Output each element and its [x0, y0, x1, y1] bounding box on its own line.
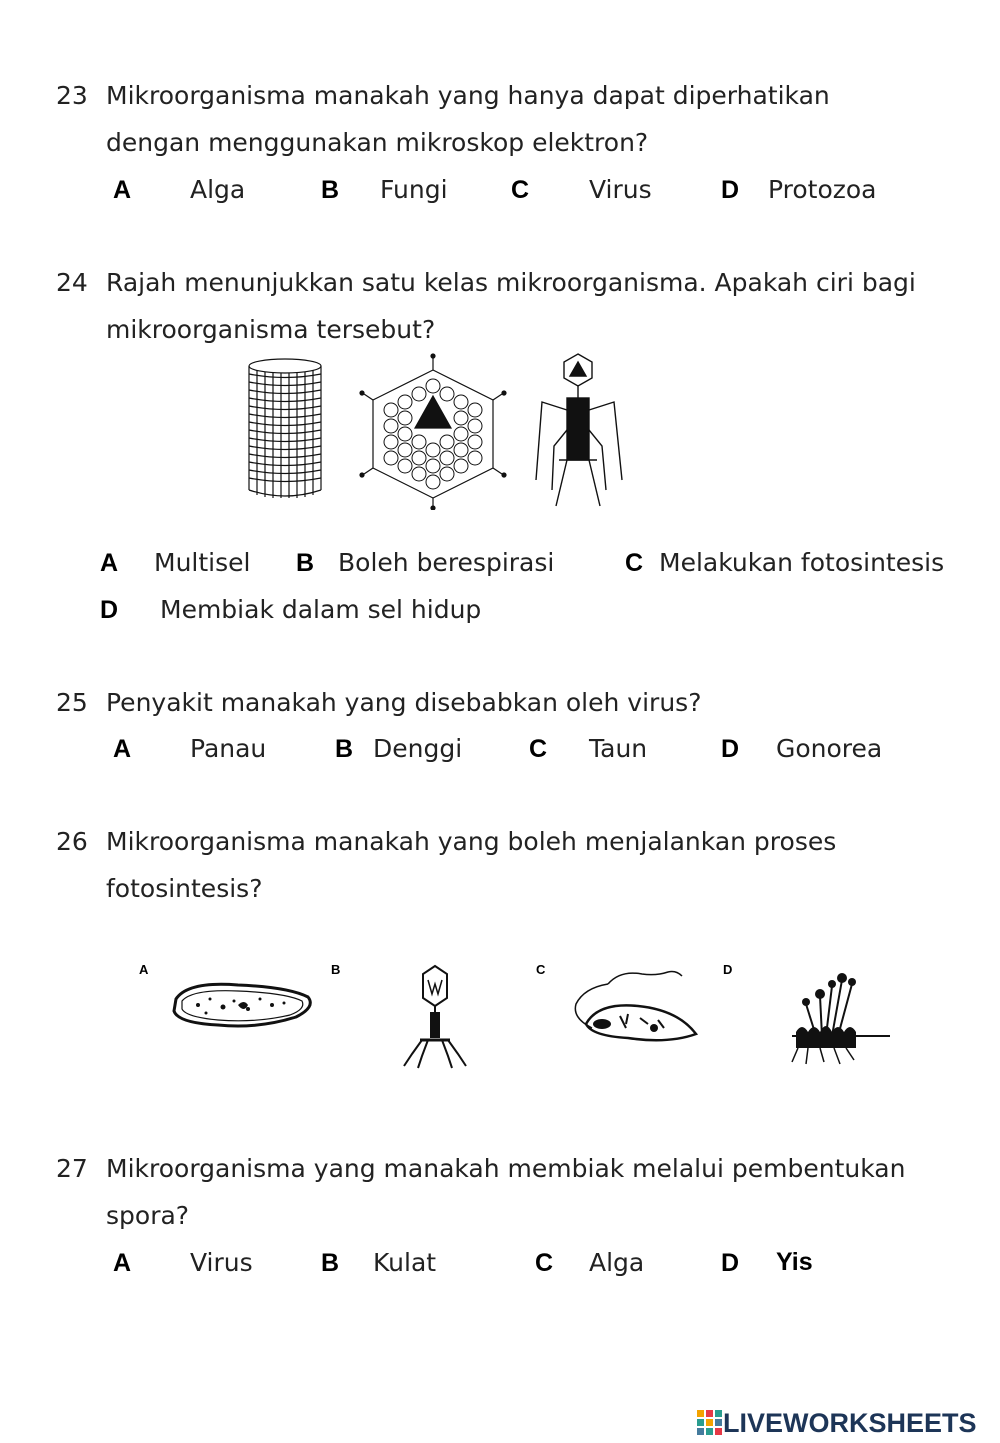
question-number: 23: [56, 81, 88, 110]
option-letter: A: [113, 176, 132, 204]
question-text-line: mikroorganisma tersebut?: [106, 315, 436, 344]
helical-virus-figure: [249, 359, 321, 498]
option-d[interactable]: [721, 734, 739, 764]
image-label-b[interactable]: B: [331, 962, 341, 977]
virus-illustrations: [240, 350, 640, 510]
option-letter: C: [511, 176, 530, 204]
option-b-text: Fungi: [380, 175, 448, 204]
option-a-text: Panau: [190, 734, 267, 763]
option-letter: A: [113, 1249, 132, 1277]
option-a[interactable]: [100, 548, 118, 578]
option-a[interactable]: [113, 175, 131, 205]
question-number: 27: [56, 1154, 88, 1183]
option-letter: D: [721, 735, 740, 763]
option-d-text: Gonorea: [776, 734, 883, 763]
liveworksheets-mark-icon: [697, 1410, 723, 1436]
liveworksheets-logo: [697, 1408, 977, 1438]
question-text-line: spora?: [106, 1201, 190, 1230]
option-d[interactable]: [721, 175, 739, 205]
option-letter: D: [721, 176, 740, 204]
image-label-a[interactable]: A: [139, 962, 149, 977]
option-c-text: Alga: [589, 1248, 645, 1277]
option-d-text: Yis: [776, 1248, 813, 1276]
option-b-text: Kulat: [373, 1248, 437, 1277]
option-d-text: Membiak dalam sel hidup: [160, 595, 482, 624]
bacteriophage-small-figure[interactable]: [400, 962, 470, 1072]
option-b[interactable]: [321, 1248, 339, 1278]
option-c-text: Taun: [589, 734, 648, 763]
paramecium-figure[interactable]: [168, 975, 318, 1035]
option-a[interactable]: [113, 734, 131, 764]
question-text-line: Penyakit manakah yang disebabkan oleh virus?: [106, 688, 702, 717]
option-c-text: Virus: [589, 175, 652, 204]
option-b[interactable]: [296, 548, 314, 578]
question-number: 24: [56, 268, 88, 297]
option-a-text: Alga: [190, 175, 246, 204]
option-b-text: Boleh berespirasi: [338, 548, 555, 577]
option-c-text: Melakukan fotosintesis: [659, 548, 945, 577]
option-letter: A: [100, 549, 119, 577]
option-letter: B: [335, 735, 354, 763]
question-number: 25: [56, 688, 88, 717]
option-letter: A: [113, 735, 132, 763]
option-c[interactable]: [625, 548, 643, 578]
question-text-line: dengan menggunakan mikroskop elektron?: [106, 128, 649, 157]
option-letter: D: [721, 1249, 740, 1277]
option-c[interactable]: [529, 734, 547, 764]
question-text-line: Mikroorganisma manakah yang hanya dapat diperhatikan: [106, 81, 830, 110]
option-letter: C: [529, 735, 548, 763]
option-letter: B: [296, 549, 315, 577]
option-letter: B: [321, 1249, 340, 1277]
option-letter: C: [625, 549, 644, 577]
option-a-text: Multisel: [154, 548, 251, 577]
fungus-figure[interactable]: [782, 966, 892, 1066]
option-d[interactable]: [721, 1248, 739, 1278]
option-a[interactable]: [113, 1248, 131, 1278]
icosahedral-virus-figure: [360, 354, 506, 510]
bacteriophage-figure: [536, 354, 622, 506]
option-letter: B: [321, 176, 340, 204]
option-letter: C: [535, 1249, 554, 1277]
question-text-line: fotosintesis?: [106, 874, 263, 903]
option-c[interactable]: [511, 175, 529, 205]
option-d-text: Protozoa: [768, 175, 877, 204]
option-letter: D: [100, 596, 119, 624]
question-text-line: Mikroorganisma manakah yang boleh menjalankan proses: [106, 827, 837, 856]
question-text-line: Rajah menunjukkan satu kelas mikroorganisma. Apakah ciri bagi: [106, 268, 916, 297]
option-a-text: Virus: [190, 1248, 253, 1277]
question-number: 26: [56, 827, 88, 856]
question-text-line: Mikroorganisma yang manakah membiak melalui pembentukan: [106, 1154, 906, 1183]
image-label-c[interactable]: C: [536, 962, 546, 977]
liveworksheets-logo-text: LIVEWORKSHEETS: [723, 1407, 977, 1438]
option-b[interactable]: [335, 734, 353, 764]
option-b-text: Denggi: [373, 734, 463, 763]
euglena-figure[interactable]: [568, 966, 708, 1046]
option-d[interactable]: [100, 595, 118, 625]
image-label-d[interactable]: D: [723, 962, 733, 977]
option-c[interactable]: [535, 1248, 553, 1278]
option-b[interactable]: [321, 175, 339, 205]
